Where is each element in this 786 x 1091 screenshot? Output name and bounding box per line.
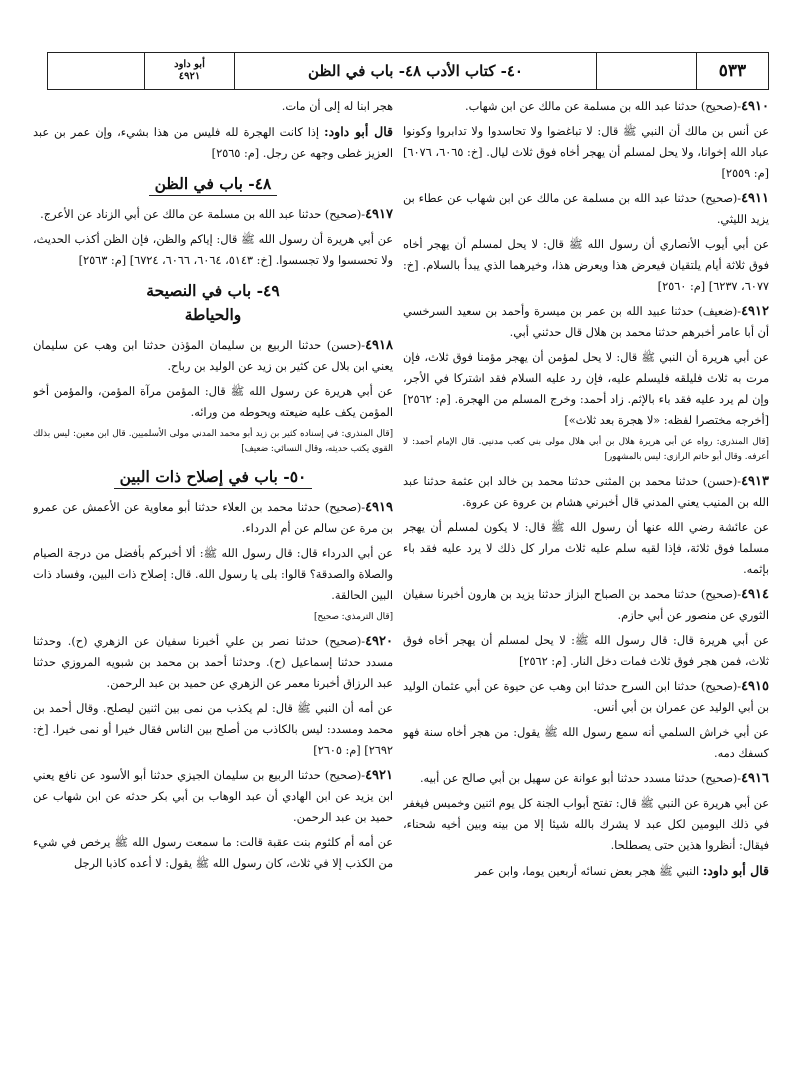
- comment-lead: قال أبو داود:: [323, 124, 393, 139]
- hadith-4913: [403, 471, 769, 513]
- hadith-isnad: حدثنا عبد الله بن مسلمة عن مالك عن ابن شهاب عن عطاء بن يزيد الليثي.: [403, 192, 769, 226]
- book-name: أبو داود: [174, 59, 205, 70]
- hadith-4917: [33, 204, 393, 225]
- hadith-number: ٤٩١١: [741, 191, 769, 206]
- author-comment: [403, 860, 769, 882]
- hadith-isnad: حدثنا محمد بن العلاء حدثنا أبو معاوية عن الأعمش عن عمرو بن مرة عن سالم عن أم الدرداء.: [33, 501, 393, 535]
- hadith-number: ٤٩١٩: [365, 500, 393, 515]
- hadith-grade: -(صحيح): [700, 772, 742, 785]
- hadith-grade: -(صحيح): [324, 769, 366, 782]
- hadith-number: ٤٩١٧: [365, 207, 393, 222]
- hadith-isnad: حدثنا نصر بن علي أخبرنا سفيان عن الزهري (ح). وحدثنا مسدد حدثنا إسماعيل (ح). وحدثنا أحمد بن محمد بن شبويه المروزي حدثنا عبد الرزاق أخبرنا معمر عن الزهري عن حميد بن عبد الرحمن.: [33, 635, 393, 690]
- hadith-isnad: حدثنا محمد بن المثنى حدثنا محمد بن خالد ابن عثمة حدثنا عبد الله بن المنيب يعني المدني قال أخبرني هشام بن عروة عن عروة.: [403, 475, 769, 509]
- hadith-number: ٤٩١٤: [741, 587, 769, 602]
- footnote: [قال المنذري: رواه عن أبي هريرة هلال بن أبي هلال مولى بني كعب مدنيي. قال الإمام أحمد: لا أعرفه. وقال أبو حاتم الرازي: ليس بالمشهور]: [403, 437, 769, 462]
- chapter-heading-48: [33, 172, 393, 196]
- hadith-number: ٤٩١٨: [365, 338, 393, 353]
- hadith-text: عن أبي أيوب الأنصاري أن رسول الله ﷺ قال: لا يحل لمسلم أن يهجر أخاه فوق ثلاثة أيام يلتقيان فيعرض هذا ويعرض هذا، وخيرهما الذي يبدأ بالسلام. [خ: ٦٠٧٧، ٦٢٣٧] [م: ٢٥٦٠]: [403, 238, 769, 293]
- hadith-grade: -(صحيح): [700, 100, 742, 113]
- chapter-title: ٤٩- باب في النصيحة: [146, 281, 280, 300]
- hadith-4919: [33, 497, 393, 539]
- hadith-text: عن أبي هريرة أن رسول الله ﷺ قال: إياكم والظن، فإن الظن أكذب الحديث، ولا تحسسوا ولا تجسسوا. [خ: ٥١٤٣، ٦٠٦٤، ٦٠٦٦، ٦٧٢٤] [م: ٢٥٦٣]: [33, 233, 393, 267]
- header-spacer-left: [48, 53, 144, 89]
- hadith-isnad: حدثنا عبد الله بن مسلمة عن مالك عن أبي الزناد عن الأعرج.: [40, 208, 325, 221]
- chapter-title: ٥٠- باب في إصلاح ذات البين: [114, 467, 313, 489]
- continuation-text: هجر ابنا له إلى أن مات.: [281, 100, 393, 113]
- hadith-isnad: حدثنا محمد بن الصباح البزاز حدثنا يزيد بن هارون أخبرنا سفيان الثوري عن منصور عن أبي حازم.: [403, 588, 769, 622]
- hadith-number: ٤٩٢٠: [365, 634, 393, 649]
- hadith-number: ٤٩١٦: [741, 771, 769, 786]
- hadith-number: ٤٩٢١: [365, 768, 393, 783]
- hadith-4912: [403, 301, 769, 343]
- hadith-4915: [403, 676, 769, 718]
- running-header: [47, 52, 769, 90]
- hadith-grade: -(حسن): [326, 339, 366, 352]
- hadith-isnad: حدثنا عبد الله بن مسلمة عن مالك عن ابن شهاب.: [465, 100, 701, 113]
- hadith-4914: [403, 584, 769, 626]
- hadith-text: عن أبي هريرة أن النبي ﷺ قال: لا يحل لمؤمن أن يهجر مؤمنا فوق ثلاث، فإن مرت به ثلاث فليلقه فليسلم عليه، فإن رد عليه السلام فقد اشتركا في الأجر، وإن لم يرد عليه فقد باء بالإثم. زاد أحمد: وخرج المسلم من الهجرة. [م: ٢٥٦٢] [أخرجه مختصرا لفظه: «لا هجرة بعد ثلاث»]: [403, 351, 769, 427]
- hadith-isnad: حدثنا الربيع بن سليمان الجيزي حدثنا أبو الأسود عن نافع يعني ابن يزيد عن ابن الهادي أن عبد الوهاب بن أبي بكر حدثه عن ابن شهاب عن حميد بن عبد الرحمن.: [33, 769, 393, 824]
- hadith-number: ٤٩١٣: [741, 474, 769, 489]
- hadith-number: ٤٩١٠: [741, 99, 769, 114]
- hadith-text: عن أبي الدرداء قال: قال رسول الله ﷺ: ألا أخبركم بأفضل من درجة الصيام والصلاة والصدقة؟ قالوا: بلى يا رسول الله. قال: إصلاح ذات البين، وفساد ذات البين الحالقة.: [33, 547, 393, 602]
- hadith-grade: -(صحيح): [700, 680, 742, 693]
- author-comment: [33, 121, 393, 164]
- hadith-grade: -(صحيح): [324, 635, 366, 648]
- hadith-4921: [33, 765, 393, 828]
- footnote: [قال المنذري: في إسناده كثير بن زيد أبو محمد المدني مولى الأسلميين. قال ابن معين: ليس بذلك القوي يكتب حديثه، وقال النسائي: ضعيف]: [33, 429, 393, 454]
- hadith-grade: -(ضعيف): [698, 305, 742, 318]
- chapter-heading-50: [33, 465, 393, 489]
- footnote: [قال الترمذي: صحيح]: [313, 612, 393, 622]
- hadith-number: ٤٩١٥: [741, 679, 769, 694]
- hadith-4920: [33, 631, 393, 694]
- hadith-4918: [33, 335, 393, 377]
- running-title: ٤٠- كتاب الأدب ٤٨- باب في الظن: [234, 53, 596, 89]
- hadith-text: عن أنس بن مالك أن النبي ﷺ قال: لا تباغضوا ولا تحاسدوا ولا تدابروا وكونوا عباد الله إخوانا، ولا يحل لمسلم أن يهجر أخاه فوق ثلاث ليال. [خ: ٦٠٦٥، ٦٠٧٦] [م: ٢٥٥٩]: [403, 125, 769, 180]
- hadith-text: عن أمه أم كلثوم بنت عقبة قالت: ما سمعت رسول الله ﷺ يرخص في شيء من الكذب إلا في ثلاث، كان رسول الله ﷺ يقول: لا أعده كاذبا الرجل: [33, 836, 393, 870]
- chapter-title: ٤٨- باب في الظن: [149, 174, 278, 196]
- hadith-grade: -(صحيح): [700, 588, 742, 601]
- hadith-grade: -(صحيح): [324, 208, 366, 221]
- hadith-text: عن أمه أن النبي ﷺ قال: لم يكذب من نمى بين اثنين ليصلح. وقال أحمد بن محمد ومسدد: ليس بالكاذب من أصلح بين الناس فقال خيرا أو نمى خيرا. [خ: ٢٦٩٢] [م: ٢٦٠٥]: [33, 702, 393, 757]
- comment-text: إذا كانت الهجرة لله فليس من هذا بشيء، وإن عمر بن عبد العزيز غطى وجهه عن رجل. [م: ٢٥٦٥]: [33, 126, 393, 160]
- hadith-4910: [403, 96, 769, 117]
- chapter-title-line2: والحياطة: [184, 305, 242, 324]
- hadith-number: ٤٩١٢: [741, 304, 769, 319]
- hadith-text: عن أبي خراش السلمي أنه سمع رسول الله ﷺ يقول: من هجر أخاه سنة فهو كسفك دمه.: [403, 726, 769, 760]
- hadith-grade: -(حسن): [702, 475, 742, 488]
- hadith-reference-cell: [144, 53, 234, 89]
- hadith-4916: [403, 768, 769, 789]
- hadith-grade: -(صحيح): [700, 192, 742, 205]
- hadith-isnad: حدثنا مسدد حدثنا أبو عوانة عن سهيل بن أبي صالح عن أبيه.: [419, 772, 701, 785]
- page-number: ٥٣٣: [696, 53, 768, 89]
- hadith-text: عن أبي هريرة عن رسول الله ﷺ قال: المؤمن مرآة المؤمن، والمؤمن أخو المؤمن يكف عليه ضيعته ويحوطه من ورائه.: [33, 385, 393, 419]
- hadith-text: عن عائشة رضي الله عنها أن رسول الله ﷺ قال: لا يكون لمسلم أن يهجر مسلما فوق ثلاثة، فإذا لقيه سلم عليه ثلاث مرار كل ذلك لا يرد عليه فقد باء بإثمه.: [403, 521, 769, 576]
- chapter-heading-49: [33, 279, 393, 327]
- hadith-text: عن أبي هريرة عن النبي ﷺ قال: تفتح أبواب الجنة كل يوم اثنين وخميس فيغفر في ذلك اليومين لكل عبد لا يشرك بالله شيئا إلا من بينه وبين أخيه شحناء، فيقال: أنظروا هذين حتى يصطلحا.: [403, 797, 769, 852]
- hadith-grade: -(صحيح): [324, 501, 366, 514]
- hadith-isnad: حدثنا ابن السرح حدثنا ابن وهب عن حيوة عن أبي عثمان الوليد بن أبي الوليد عن عمران بن أبي أنس.: [403, 680, 769, 714]
- left-column: [33, 96, 393, 1081]
- hadith-text: عن أبي هريرة قال: قال رسول الله ﷺ: لا يحل لمسلم أن يهجر أخاه فوق ثلاث، فمن هجر فوق ثلاث فمات دخل النار. [م: ٢٥٦٢]: [403, 634, 769, 668]
- header-spacer: [596, 53, 696, 89]
- right-column: [403, 96, 769, 1081]
- hadith-isnad: حدثنا عبيد الله بن عمر بن ميسرة وأحمد بن سعيد السرخسي أن أبا عامر أخبرهم حدثنا محمد بن هلال قال حدثني أبي.: [403, 305, 769, 339]
- comment-text: النبي ﷺ هجر بعض نسائه أربعين يوما، وابن عمر: [475, 865, 703, 878]
- hadith-4911: [403, 188, 769, 230]
- hadith-isnad: حدثنا الربيع بن سليمان المؤذن حدثنا ابن وهب عن سليمان يعني ابن بلال عن كثير بن زيد عن الوليد بن رباح.: [33, 339, 393, 373]
- comment-lead: قال أبو داود:: [702, 863, 769, 878]
- hadith-reference: ٤٩٢١: [178, 71, 201, 82]
